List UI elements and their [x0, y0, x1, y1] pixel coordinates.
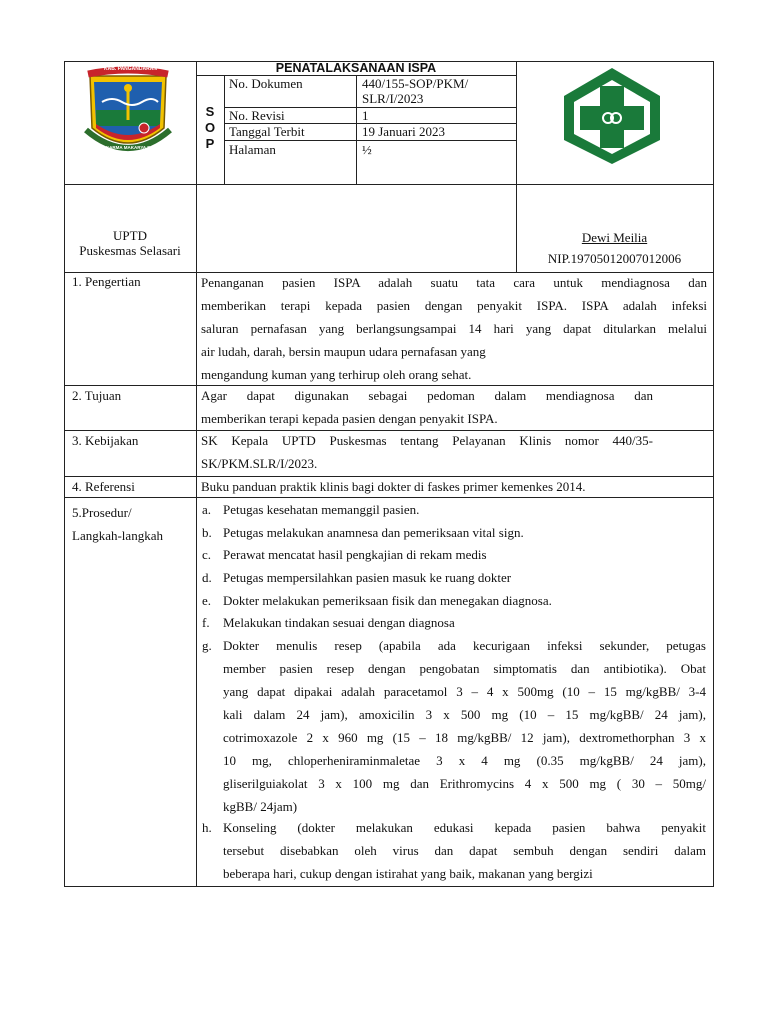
step-d: [200, 566, 710, 589]
pengertian-line: memberikan terapi kepada pasien dengan penyakit ISPA. ISPA adalah infeksi: [201, 298, 707, 313]
step-text: [223, 816, 706, 885]
sop-divider: [224, 75, 225, 185]
sop-letter-p: P: [205, 136, 215, 151]
step-text: Petugas mempersilahkan pasien masuk ke ruang dokter: [223, 570, 512, 585]
step-e: [200, 589, 710, 612]
step-g-line: 10 mg, chloperheniraminmaletae 3 x 4 mg (0.35 mg/kgBB/ 24 jam),: [223, 753, 706, 768]
label-no-dokumen: No. Dokumen: [229, 76, 303, 91]
pengertian-line: air ludah, darah, bersin maupun udara pernafasan yang: [201, 344, 486, 359]
crest-motto: PAGI KARMA MAKARYA PRAJA: [94, 145, 163, 150]
kebijakan-line: SK/PKM.SLR/I/2023.: [201, 456, 318, 471]
label-no-revisi: No. Revisi: [229, 108, 285, 123]
crest-top-label: KAB. PANGANDARAN: [104, 66, 157, 72]
sop-letter-o: O: [204, 120, 216, 135]
section-label-tujuan: 2. Tujuan: [72, 388, 122, 403]
row-line-referensi: [64, 476, 714, 477]
step-marker: e.: [202, 593, 212, 608]
step-g-line: yang dapat dipakai adalah paracetamol 3 – 4 x 500mg (10 – 15 mg/kgBB/ 3-4: [223, 684, 706, 699]
section-label-kebijakan: 3. Kebijakan: [72, 433, 139, 448]
sop-vertical-label: [196, 104, 224, 152]
step-c: [200, 543, 710, 566]
pengertian-line: Penanganan pasien ISPA adalah suatu tata cara untuk mendiagnosa dan: [201, 275, 707, 290]
section-text-pengertian: [201, 271, 707, 386]
step-marker: g.: [202, 638, 212, 653]
puskesmas-logo: [556, 64, 668, 166]
label-tanggal-terbit: Tanggal Terbit: [229, 124, 305, 139]
step-g: [200, 634, 710, 818]
step-f: [200, 611, 710, 634]
section-text-tujuan: [201, 384, 653, 430]
section-label-prosedur: [72, 501, 163, 547]
step-g-line: Dokter menulis resep (apabila ada kecurigaan infeksi sekunder, petugas: [223, 638, 706, 653]
step-marker: d.: [202, 570, 212, 585]
value-tanggal-terbit: 19 Januari 2023: [362, 124, 446, 139]
header-bottom-line: [64, 184, 714, 185]
section-text-referensi: Buku panduan praktik klinis bagi dokter di faskes primer kemenkes 2014.: [201, 479, 586, 494]
step-marker: f.: [202, 615, 210, 630]
step-text: [223, 634, 706, 818]
pengertian-line: mengandung kuman yang terhirup oleh orang sehat.: [201, 367, 472, 382]
step-a: [200, 498, 710, 521]
tujuan-line: Agar dapat digunakan sebagai pedoman dalam mendiagnosa dan: [201, 388, 653, 403]
signatory-nip: NIP.19705012007012006: [547, 251, 682, 266]
value-no-dokumen-1: 440/155-SOP/PKM/: [362, 76, 469, 91]
step-text: Petugas kesehatan memanggil pasien.: [223, 502, 420, 517]
step-g-line: cotrimoxazole 2 x 960 mg (15 – 18 mg/kgBB/ 12 jam), dextromethorphan 3 x: [223, 730, 706, 745]
step-marker: c.: [202, 547, 212, 562]
logo-left-divider: [196, 61, 197, 273]
step-h-line: beberapa hari, cukup dengan istirahat yang baik, makanan yang bergizi: [223, 866, 593, 881]
table-border-bottom: [64, 886, 714, 887]
step-text: Dokter melakukan pemeriksaan fisik dan menegakan diagnosa.: [223, 593, 552, 608]
step-g-line: kgBB/ 24jam): [223, 799, 298, 814]
kebijakan-line: SK Kepala UPTD Puskesmas tentang Pelayanan Klinis nomor 440/35-: [201, 433, 653, 448]
step-h: [200, 816, 710, 885]
body-column-divider: [196, 272, 197, 887]
step-marker: a.: [202, 502, 212, 517]
step-h-line: Konseling (dokter melakukan edukasi kepada pasien bahwa penyakit: [223, 820, 706, 835]
step-text: Perawat mencatat hasil pengkajian di rekam medis: [223, 547, 487, 562]
step-marker: h.: [202, 820, 212, 835]
step-h-line: tersebut disebabkan oleh virus dan dapat sembuh dengan sendiri dalam: [223, 843, 706, 858]
step-g-line: gliserilguiakolat 3 x 100 mg dan Erithromycins 4 x 500 mg ( 30 – 50mg/: [223, 776, 706, 791]
value-halaman: ½: [362, 142, 372, 157]
pangandaran-crest-logo: [82, 66, 174, 160]
value-no-dokumen-2: SLR/I/2023: [362, 91, 424, 106]
label-value-divider: [356, 75, 357, 185]
label-halaman: Halaman: [229, 142, 276, 157]
step-g-line: kali dalam 24 jam), amoxicilin 3 x 500 mg (10 – 15 mg/kgBB/ 24 jam),: [223, 707, 706, 722]
prosedur-label-line2: Langkah-langkah: [72, 528, 163, 543]
step-g-line: member pasien resep dengan pengobatan simptomatis dan antibiotika). Obat: [223, 661, 706, 676]
org-unit: [64, 228, 196, 258]
header-row-divider-3: [224, 140, 516, 141]
step-text: Petugas melakukan anamnesa dan pemeriksaan vital sign.: [223, 525, 524, 540]
section-label-pengertian: 1. Pengertian: [72, 274, 141, 289]
tujuan-line: memberikan terapi kepada pasien dengan penyakit ISPA.: [201, 411, 498, 426]
prosedur-label-line1: 5.Prosedur/: [72, 505, 132, 520]
org-line-uptd: UPTD: [113, 228, 147, 243]
step-marker: b.: [202, 525, 212, 540]
step-text: Melakukan tindakan sesuai dengan diagnosa: [223, 615, 455, 630]
document-title: PENATALAKSANAAN ISPA: [275, 61, 437, 75]
signatory-name: Dewi Meilia: [581, 230, 648, 245]
section-text-kebijakan: [201, 429, 653, 475]
org-line-puskesmas: Puskesmas Selasari: [79, 243, 181, 258]
pengertian-line: saluran pernafasan yang berlangsungsampai 14 hari yang dapat ditularkan melalui: [201, 321, 707, 336]
step-b: [200, 521, 710, 544]
section-label-referensi: 4. Referensi: [72, 479, 135, 494]
value-no-revisi: 1: [362, 108, 369, 123]
sop-letter-s: S: [205, 104, 215, 119]
